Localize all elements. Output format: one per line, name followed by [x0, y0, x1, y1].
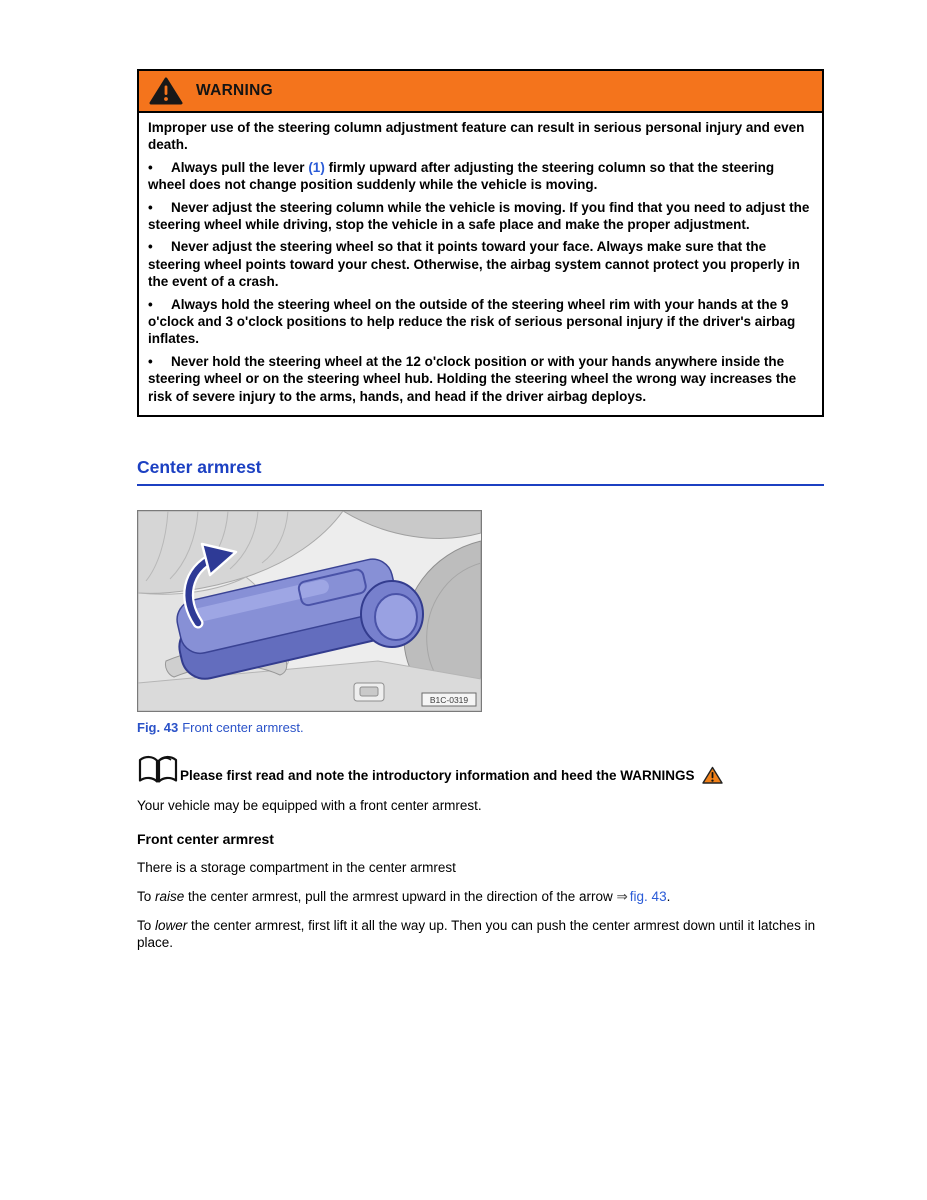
raise-paragraph	[137, 888, 824, 905]
raise-emphasis: raise	[155, 889, 185, 905]
warning-box	[137, 69, 824, 417]
figure-image	[137, 510, 482, 712]
warning-small-triangle-icon	[702, 766, 723, 785]
equipped-paragraph: Your vehicle may be equipped with a front center armrest.	[137, 798, 482, 814]
warning-bullet	[148, 159, 813, 194]
lower-emphasis: lower	[155, 918, 188, 934]
bullet-icon: •	[148, 353, 153, 369]
lever-ref-link[interactable]: (1)	[308, 159, 325, 175]
bullet-icon: •	[148, 239, 153, 255]
warning-intro: Improper use of the steering column adjustment feature can result in serious personal injury and even death.	[148, 120, 805, 153]
bullet-icon: •	[148, 159, 153, 175]
raise-text: the center armrest, pull the armrest upward in the direction of the arrow	[184, 889, 617, 905]
bullet-text: firmly upward after adjusting the steering column so that the steering wheel does not change position suddenly while the vehicle is moving.	[148, 159, 775, 193]
figure-number: Fig. 43	[137, 720, 179, 736]
warning-title: WARNING	[196, 82, 274, 99]
fig-43-link[interactable]: fig. 43	[629, 889, 667, 905]
bullet-text: Always pull the lever	[171, 159, 309, 175]
warning-header	[139, 71, 822, 113]
double-arrow-icon: ⇒	[616, 889, 628, 905]
bullet-text: Never adjust the steering column while the vehicle is moving. If you find that you need to adjust the steering wheel while driving, stop the vehicle in a safe place and make the proper adjustment.	[148, 199, 810, 233]
warning-bullet	[148, 199, 813, 234]
storage-paragraph: There is a storage compartment in the center armrest	[137, 860, 456, 876]
raise-text: .	[666, 889, 671, 905]
bullet-icon: •	[148, 199, 153, 215]
bullet-text: Never adjust the steering wheel so that it points toward your face. Always make sure that the steering wheel points toward your chest. Otherwise, the airbag system cannot protect you properly in the event of a crash.	[148, 239, 800, 290]
bullet-text: Always hold the steering wheel on the outside of the steering wheel rim with your hands at the 9 o'clock and 3 o'clock positions to help reduce the risk of serious personal injury if the driver's airbag inflates.	[148, 296, 796, 347]
read-first-note	[137, 754, 824, 785]
figure-caption	[137, 720, 824, 735]
front-center-armrest-subheading: Front center armrest	[137, 831, 274, 848]
raise-text: To	[137, 889, 156, 905]
section-title: Center armrest	[137, 457, 824, 486]
figure-part-label: B1C-0319	[429, 695, 469, 706]
open-book-icon	[137, 754, 179, 785]
warning-body	[139, 113, 822, 415]
warning-triangle-icon	[149, 77, 183, 105]
lower-paragraph	[137, 917, 824, 951]
lower-text: To	[137, 918, 156, 934]
figure-caption-text: Front center armrest.	[182, 720, 304, 736]
warning-bullet	[148, 296, 813, 348]
warning-bullet	[148, 238, 813, 290]
bullet-icon: •	[148, 296, 153, 312]
lower-text: the center armrest, first lift it all the way up. Then you can push the center armrest down until it latches in place.	[137, 918, 816, 951]
bullet-text: Never hold the steering wheel at the 12 o'clock position or with your hands anywhere inside the steering wheel or on the steering wheel hub. Holding the steering wheel the wrong way increases the risk of severe injury to the arms, hands, and head if the driver airbag deploys.	[148, 353, 797, 404]
warning-bullet	[148, 353, 813, 405]
note-text: Please first read and note the introductory information and heed the WARNINGS	[180, 768, 695, 784]
content-column	[137, 69, 824, 951]
